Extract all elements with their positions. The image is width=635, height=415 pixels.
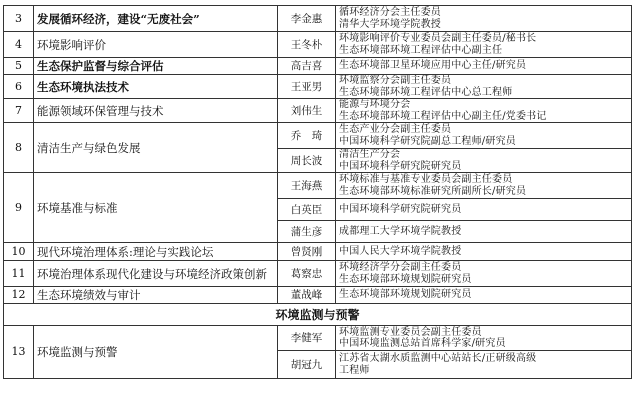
expert-title-line: 生态产业分会副主任委员 <box>339 124 452 135</box>
expert-name: 葛察忠 <box>278 261 336 287</box>
expert-name: 王海燕 <box>278 173 336 199</box>
expert-title <box>336 99 632 123</box>
expert-title <box>336 326 632 351</box>
expert-name: 董战峰 <box>278 287 336 304</box>
expert-title <box>336 6 632 32</box>
expert-title-line: 环境监测专业委员会副主任委员 <box>339 326 482 338</box>
expert-name: 王亚男 <box>278 75 336 99</box>
row-number: 13 <box>4 326 34 379</box>
table-row <box>4 6 632 32</box>
expert-title-line: 中国环境科学研究院副总工程师/研究员 <box>339 135 516 147</box>
expert-title <box>336 199 632 221</box>
expert-title <box>336 261 632 287</box>
table-row <box>4 261 632 287</box>
expert-title <box>336 58 632 75</box>
topic-cell: 生态环境执法技术 <box>34 75 278 99</box>
topic-cell: 环境影响评价 <box>34 32 278 58</box>
expert-name: 蒲生彦 <box>278 221 336 243</box>
expert-name: 李金惠 <box>278 6 336 32</box>
topic-cell: 环境治理体系现代化建设与环境经济政策创新 <box>34 261 278 287</box>
section-heading: 环境监测与预警 <box>4 304 632 326</box>
topic-cell: 能源领域环保管理与技术 <box>34 99 278 123</box>
expert-title-line: 中国环境科学研究院研究员 <box>339 203 462 215</box>
topic-cell: 生态环境绩效与审计 <box>34 287 278 304</box>
expert-title <box>336 287 632 304</box>
row-number: 5 <box>4 58 34 75</box>
expert-title-line: 环境标准与基准专业委员会副主任委员 <box>339 174 513 185</box>
expert-title-line: 能源与环境分会 <box>339 99 411 110</box>
topic-cell: 清洁生产与绿色发展 <box>34 123 278 173</box>
expert-name: 高吉喜 <box>278 58 336 75</box>
expert-title-line: 生态环境部环境工程评估中心副主任/党委书记 <box>339 110 547 122</box>
row-number: 12 <box>4 287 34 304</box>
table-row <box>4 123 632 149</box>
table-row <box>4 99 632 123</box>
table-row <box>4 173 632 199</box>
expert-title-line: 环境监察分会副主任委员 <box>339 75 452 86</box>
table-row <box>4 243 632 261</box>
topics-table <box>3 5 632 379</box>
expert-title-line: 工程师 <box>339 364 370 376</box>
topic-cell: 现代环境治理体系:理论与实践论坛 <box>34 243 278 261</box>
expert-title-line: 循环经济分会主任委员 <box>339 7 441 18</box>
expert-title-line: 生态环境部环境工程评估中心总工程师 <box>339 86 513 98</box>
expert-title-line: 中国环境监测总站首席科学家/研究员 <box>339 338 506 349</box>
expert-title-line: 生态环境部环境工程评估中心副主任 <box>339 44 503 56</box>
expert-title-line: 生态环境部卫星环境应用中心主任/研究员 <box>339 60 527 72</box>
expert-title-line: 生态环境部环境规划院研究员 <box>339 273 472 285</box>
expert-title-line: 中国人民大学环境学院教授 <box>339 245 462 257</box>
expert-name: 王冬朴 <box>278 32 336 58</box>
expert-name: 胡冠九 <box>278 351 336 379</box>
row-number: 8 <box>4 123 34 173</box>
expert-title-line: 生态环境部环境标准研究所副所长/研究员 <box>339 185 527 197</box>
expert-title <box>336 123 632 149</box>
expert-title <box>336 351 632 379</box>
expert-name: 乔 琦 <box>278 123 336 149</box>
expert-title <box>336 243 632 261</box>
row-number: 3 <box>4 6 34 32</box>
row-number: 4 <box>4 32 34 58</box>
expert-title-line: 环境影响评价专业委员会副主任委员/秘书长 <box>339 33 537 44</box>
table-row <box>4 75 632 99</box>
expert-name: 白英臣 <box>278 199 336 221</box>
row-number: 7 <box>4 99 34 123</box>
table-row <box>4 58 632 75</box>
expert-title-line: 生态环境部环境规划院研究员 <box>339 289 472 301</box>
expert-title <box>336 75 632 99</box>
row-number: 10 <box>4 243 34 261</box>
expert-title <box>336 221 632 243</box>
table-row <box>4 32 632 58</box>
expert-title <box>336 149 632 173</box>
expert-name: 周长波 <box>278 149 336 173</box>
expert-name: 曾贤刚 <box>278 243 336 261</box>
table-row <box>4 287 632 304</box>
expert-title-line: 环境经济学分会副主任委员 <box>339 262 462 273</box>
expert-title-line: 清洁生产分会 <box>339 149 401 160</box>
expert-title-line: 中国环境科学研究院研究员 <box>339 160 462 172</box>
topic-cell: 环境基准与标准 <box>34 173 278 243</box>
expert-name: 李健军 <box>278 326 336 351</box>
row-number: 6 <box>4 75 34 99</box>
row-number: 9 <box>4 173 34 243</box>
section-row <box>4 304 632 326</box>
row-number: 11 <box>4 261 34 287</box>
table-row <box>4 326 632 351</box>
expert-name: 刘伟生 <box>278 99 336 123</box>
topic-cell: 生态保护监督与综合评估 <box>34 58 278 75</box>
topic-cell: 发展循环经济，建设“无废社会” <box>34 6 278 32</box>
expert-title <box>336 173 632 199</box>
expert-title-line: 清华大学环境学院教授 <box>339 18 441 30</box>
expert-title-line: 江苏省太湖水质监测中心站站长/正研级高级 <box>339 353 537 364</box>
expert-title-line: 成都理工大学环境学院教授 <box>339 225 462 237</box>
topic-cell: 环境监测与预警 <box>34 326 278 379</box>
expert-title <box>336 32 632 58</box>
